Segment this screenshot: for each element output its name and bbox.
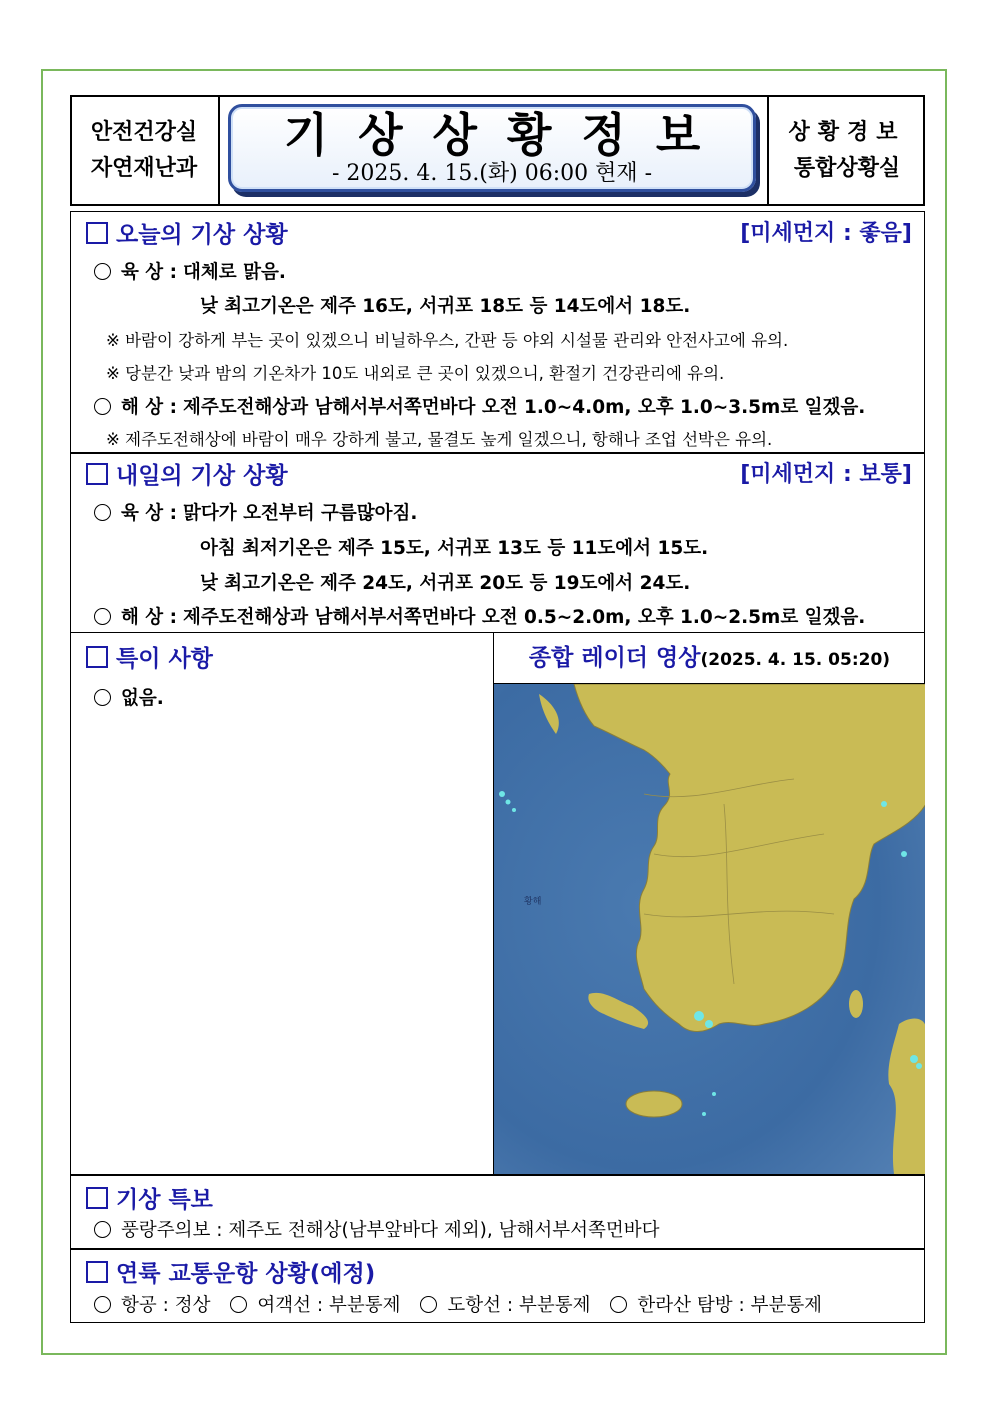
- circle-bullet-icon: [94, 504, 111, 521]
- today-dust: [미세먼지 : 좋음]: [740, 221, 912, 246]
- jeju-island: [626, 1091, 682, 1117]
- today-note1: ※ 바람이 강하게 부는 곳이 있겠으니 비닐하우스, 간판 등 야외 시설물 관리와 안전사고에 유의.: [106, 331, 789, 350]
- tsushima-island: [849, 990, 863, 1018]
- sea-label: 황해: [524, 897, 542, 907]
- circle-bullet-icon: [94, 398, 111, 415]
- tomorrow-min-temp: 아침 최저기온은 제주 15도, 서귀포 13도 등 11도에서 15도.: [200, 538, 709, 559]
- traffic-item-air: 항공 : 정상: [94, 1295, 210, 1316]
- tomorrow-dust: [미세먼지 : 보통]: [740, 462, 912, 487]
- today-sea: 해 상 : 제주도전해상과 남해서부서쪽먼바다 오전 1.0~4.0m, 오후 1.0~3.5m로 일겠음.: [94, 393, 865, 419]
- checkbox-icon: [86, 463, 108, 485]
- traffic-item-island-ferry: 도항선 : 부분통제: [420, 1295, 590, 1316]
- title-box: [228, 104, 756, 192]
- radar-time: (2025. 4. 15. 05:20): [700, 650, 891, 670]
- department-line1: 안전건강실: [90, 119, 198, 145]
- traffic-list: [94, 1291, 822, 1317]
- traffic-heading: 연륙 교통운항 상황(예정): [86, 1255, 375, 1288]
- radar-title: 종합 레이더 영상: [528, 645, 701, 671]
- tomorrow-sea: 해 상 : 제주도전해상과 남해서부서쪽먼바다 오전 0.5~2.0m, 오후 1.0~2.5m로 일겠음.: [94, 603, 865, 629]
- special-text: 없음.: [94, 684, 164, 710]
- circle-bullet-icon: [94, 689, 111, 706]
- warning-text: 풍랑주의보 : 제주도 전해상(남부앞바다 제외), 남해서부서쪽먼바다: [94, 1216, 659, 1242]
- circle-bullet-icon: [94, 608, 111, 625]
- today-heading: 오늘의 기상 상황: [86, 216, 288, 249]
- tomorrow-heading: 내일의 기상 상황: [86, 457, 288, 490]
- department-label: [70, 95, 220, 206]
- circle-bullet-icon: [230, 1296, 247, 1313]
- checkbox-icon: [86, 1261, 108, 1283]
- circle-bullet-icon: [94, 1296, 111, 1313]
- circle-bullet-icon: [94, 263, 111, 280]
- tomorrow-land: 육 상 : 맑다가 오전부터 구름많아짐.: [94, 499, 417, 525]
- today-note3: ※ 제주도전해상에 바람이 매우 강하게 불고, 물결도 높게 일겠으니, 항해나 조업 선박은 유의.: [106, 430, 773, 449]
- tomorrow-max-temp: 낮 최고기온은 제주 24도, 서귀포 20도 등 19도에서 24도.: [200, 573, 691, 594]
- office-label: [767, 95, 925, 206]
- checkbox-icon: [86, 222, 108, 244]
- circle-bullet-icon: [420, 1296, 437, 1313]
- office-line1: 상황경보: [788, 119, 906, 145]
- traffic-item-hallasan: 한라산 탐방 : 부분통제: [610, 1295, 822, 1316]
- circle-bullet-icon: [94, 1221, 111, 1238]
- radar-image: [493, 684, 925, 1174]
- department-line2: 자연재난과: [90, 155, 198, 181]
- radar-map: [494, 684, 925, 1174]
- today-land: 육 상 : 대체로 맑음.: [94, 258, 286, 284]
- special-heading: 특이 사항: [86, 640, 213, 673]
- checkbox-icon: [86, 646, 108, 668]
- document-date: - 2025. 4. 15.(화) 06:00 현재 -: [331, 161, 653, 186]
- traffic-item-ferry: 여객선 : 부분통제: [230, 1295, 400, 1316]
- document-title: 기상상황정보: [283, 108, 731, 162]
- warning-heading: 기상 특보: [86, 1181, 213, 1214]
- office-line2: 통합상황실: [793, 155, 901, 181]
- today-land-temp: 낮 최고기온은 제주 16도, 서귀포 18도 등 14도에서 18도.: [200, 296, 691, 317]
- checkbox-icon: [86, 1187, 108, 1209]
- circle-bullet-icon: [610, 1296, 627, 1313]
- radar-title-bar: [493, 632, 925, 684]
- today-note2: ※ 당분간 낮과 밤의 기온차가 10도 내외로 큰 곳이 있겠으니, 환절기 건강관리에 유의.: [106, 364, 725, 383]
